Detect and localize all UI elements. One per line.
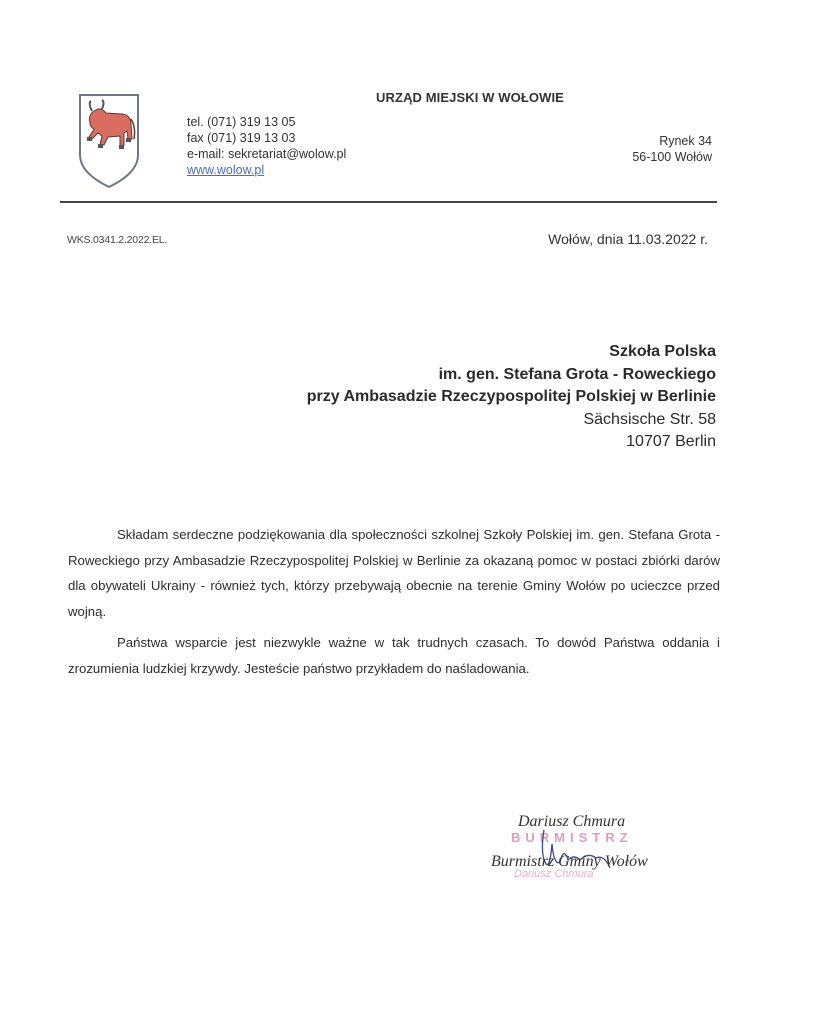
header-divider — [60, 201, 717, 203]
stamp-burmistrz: BURMISTRZ — [511, 830, 633, 845]
body-paragraph-1: Składam serdeczne podziękowania dla społeczności szkolnej Szkoły Polskiej im. gen. Stefana Grota - Roweckiego przy Ambasadzie Rzeczypospolitej Polskiej w Berlinie za okazaną pomoc w postaci zbiórki darów dla obywateli Ukrainy - również tych, którzy przebywają obecnie na terenie Gminy Wołów po ucieczce przed wojną. — [68, 527, 720, 619]
stamp-name: Dariusz Chmura — [514, 868, 594, 880]
letter-date: Wołów, dnia 11.03.2022 r. — [548, 231, 708, 247]
recipient-line1: Szkoła Polska — [609, 343, 716, 360]
recipient-line3: przy Ambasadzie Rzeczypospolitej Polskiej w Berlinie — [306, 388, 716, 405]
office-street: Rynek 34 — [659, 134, 712, 148]
contact-fax: fax (071) 319 13 03 — [187, 131, 296, 145]
recipient-block — [307, 341, 716, 454]
website-link[interactable]: www.wolow.pl — [187, 163, 265, 177]
office-address — [632, 133, 712, 165]
reference-number: WKS.0341.2.2022.EL. — [67, 234, 168, 246]
recipient-line2: im. gen. Stefana Grota - Roweckiego — [438, 365, 716, 383]
signatory-title: Burmistrz Gminy Wołów — [491, 853, 648, 870]
signature-block — [486, 808, 706, 888]
contact-block — [187, 114, 346, 178]
contact-email: e-mail: sekretariat@wolow.pl — [187, 147, 347, 161]
signatory-name: Dariusz Chmura — [518, 813, 626, 830]
contact-tel: tel. (071) 319 13 05 — [187, 115, 296, 129]
office-city: 56-100 Wołów — [632, 150, 712, 164]
letter-body — [68, 522, 720, 682]
bull-coat-of-arms-icon — [78, 93, 140, 189]
body-paragraph-2: Państwa wsparcie jest niezwykle ważne w tak trudnych czasach. To dowód Państwa oddania i zrozumienia ludzkiej krzywdy. Jesteście państwo przykładem do naśladowania. — [68, 635, 720, 676]
office-name: URZĄD MIEJSKI W WOŁOWIE — [376, 90, 564, 105]
recipient-city: 10707 Berlin — [626, 433, 716, 450]
recipient-street: Sächsische Str. 58 — [583, 410, 716, 428]
